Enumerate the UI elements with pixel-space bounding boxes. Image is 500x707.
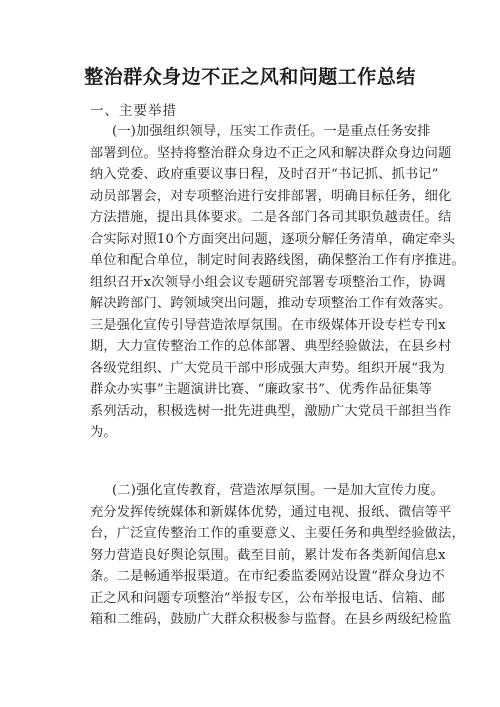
document-title: 整治群众身边不正之风和问题工作总结 <box>84 66 416 88</box>
paragraph-line: 正之风和问题专项整治”举报专区，公布举报电话、信箱、邮 <box>90 590 446 606</box>
paragraph-line: 动员部署会，对专项整治进行安排部署，明确目标任务，细化 <box>90 188 452 204</box>
paragraph-line: 解决跨部门、跨领域突出问题，推动专项整治工作有效落实。 <box>90 296 452 311</box>
paragraph-line: 为。 <box>90 425 117 440</box>
paragraph-line: 努力营造良好舆论氛围。截至目前，累计发布各类新闻信息x <box>90 547 446 563</box>
paragraph-line: 台，广泛宣传整治工作的重要意义、主要任务和典型经验做法， <box>90 526 465 541</box>
paragraph-line: (一)加强组织领导，压实工作责任。一是重点任务安排 <box>112 124 431 139</box>
paragraph-line: 条。二是畅通举报渠道。在市纪委监委网站设置“群众身边不 <box>90 569 446 584</box>
section-heading: 一、主要举措 <box>90 103 177 119</box>
paragraph-line: 纳入党委、政府重要议事日程，及时召开“书记抓、抓书记” <box>90 167 439 182</box>
paragraph-line: 部署到位。坚持将整治群众身边不正之风和解决群众身边问题 <box>90 145 452 161</box>
paragraph-line: 各级党组织、广大党员干部中形成强大声势。组织开展“我为 <box>90 360 446 376</box>
paragraph-line: 箱和二维码，鼓励广大群众积极参与监督。在县乡两级纪检监 <box>90 612 452 627</box>
paragraph-line: 期，大力宣传整治工作的总体部署、典型经验做法，在县乡村 <box>90 339 452 354</box>
paragraph-line: 群众办实事”主题演讲比赛、“廉政家书”、优秀作品征集等 <box>90 382 433 397</box>
paragraph-line: 系列活动，积极选树一批先进典型，激励广大党员干部担当作 <box>90 403 452 419</box>
paragraph-line: 充分发挥传统媒体和新媒体优势，通过电视、报纸、微信等平 <box>90 504 452 520</box>
paragraph-line: 合实际对照10个方面突出问题，逐项分解任务清单，确定牵头 <box>90 231 456 247</box>
paragraph-organization <box>90 121 465 444</box>
paragraph-line: (二)强化宣传教育，营造浓厚氛围。一是加大宣传力度。 <box>112 483 444 498</box>
paragraph-line: 组织召开x次领导小组会议专题研究部署专项整治工作，协调 <box>90 274 446 290</box>
paragraph-line: 方法措施，提出具体要求。二是各部门各司其职负越责任。结 <box>90 210 452 225</box>
paragraph-publicity <box>90 480 465 631</box>
paragraph-line: 三是强化宣传引导营造浓厚氛围。在市级媒体开设专栏专刊x <box>90 317 446 333</box>
paragraph-line: 单位和配合单位，制定时间表路线图，确保整治工作有序推进。 <box>90 253 465 268</box>
